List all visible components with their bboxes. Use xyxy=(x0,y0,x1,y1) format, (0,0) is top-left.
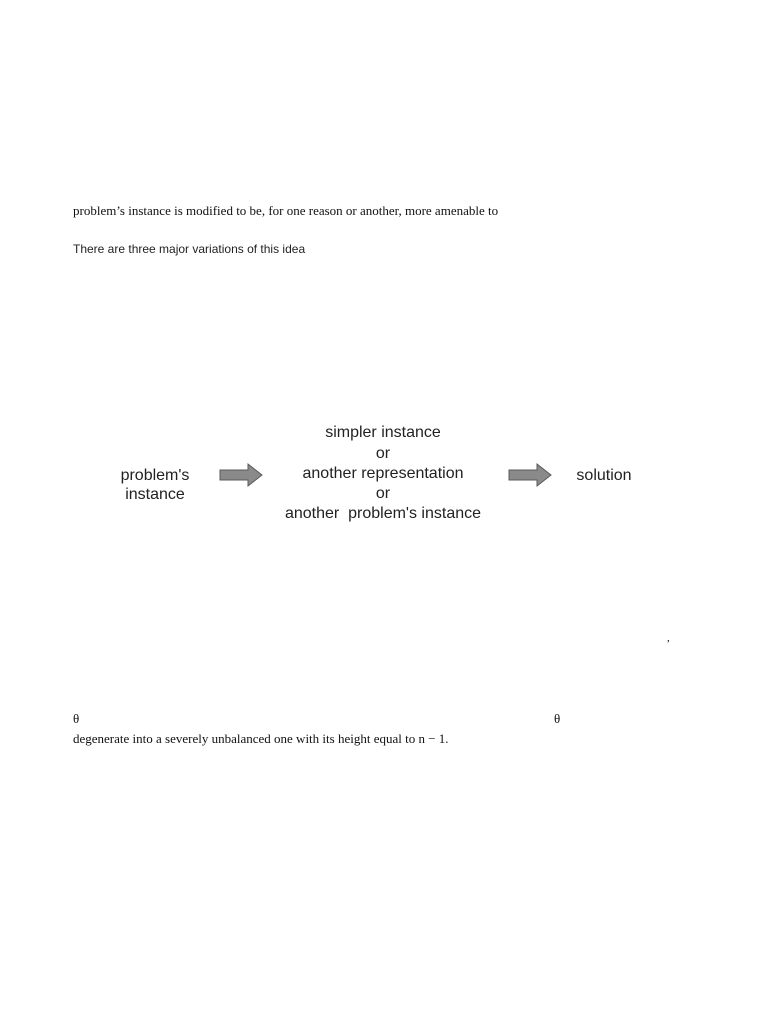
paragraph-line-degenerate-tree: degenerate into a severely unbalanced one with its height equal to n − 1. xyxy=(73,731,449,746)
paragraph-line-modified-instance: problem’s instance is modified to be, for one reason or another, more amenable to xyxy=(73,203,499,218)
arrow-right-icon xyxy=(509,464,551,486)
diagram-output-solution: solution xyxy=(576,467,632,484)
diagram-middle-or-1: or xyxy=(375,445,391,462)
diagram-middle-another-representation: another representation xyxy=(302,465,464,482)
diagram-middle-or-2: or xyxy=(375,485,391,502)
diagram-middle-another-problems-instance: another problem's instance xyxy=(284,505,482,522)
theta-symbol-left: θ xyxy=(73,711,80,726)
diagram-middle-simpler-instance: simpler instance xyxy=(325,424,441,441)
stray-comma-mark: , xyxy=(667,632,670,644)
diagram-input-label-line2: instance xyxy=(125,486,185,503)
arrow-right-icon xyxy=(220,464,262,486)
paragraph-line-three-variations: There are three major variations of this idea xyxy=(73,242,306,256)
diagram-input-label-line1: problem's xyxy=(120,467,190,484)
theta-symbol-right: θ xyxy=(554,711,561,726)
